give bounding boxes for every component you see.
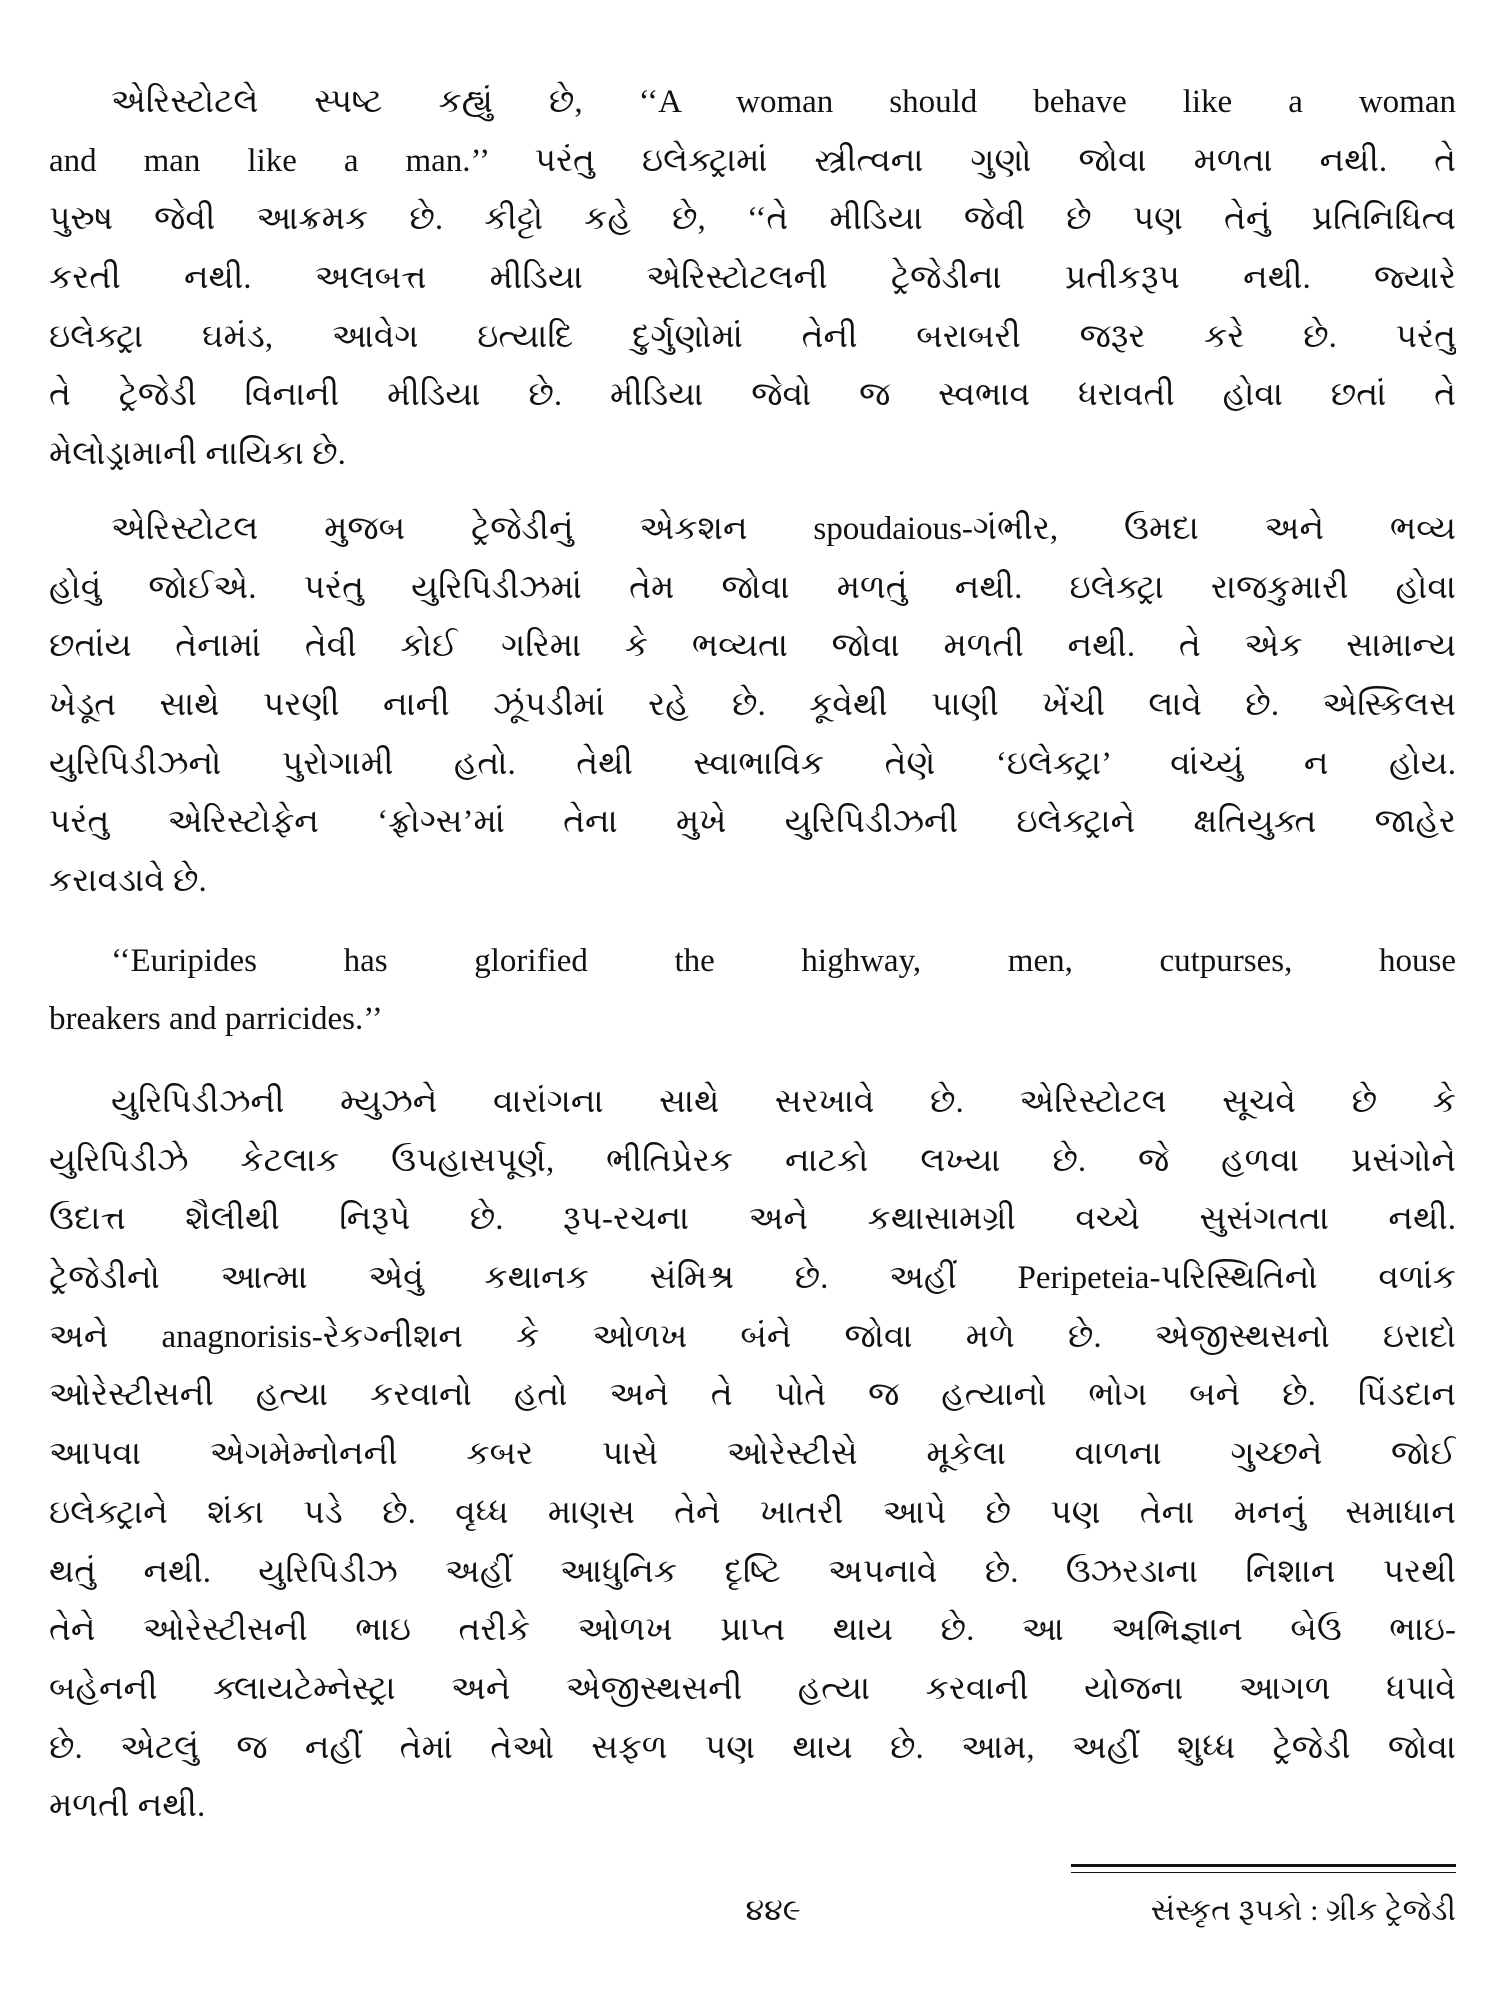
text-line: કરાવડાવે છે. <box>49 862 207 899</box>
text-line: ટ્રેજેડીનો આત્મા એવું કથાનક સંમિશ્ર છે. અહીં Peripeteia-પરિસ્થિતિનો વળાંક <box>49 1260 1456 1297</box>
footer-rule <box>1071 1864 1456 1873</box>
text-line: અને anagnorisis-રેકગ્નીશન કે ઓળખ બંને જોવા મળે છે. એજીસ્થસનો ઇરાદો <box>49 1318 1456 1355</box>
text-line: યુરિપિડીઝે કેટલાક ઉપહાસપૂર્ણ, ભીતિપ્રેરક નાટકો લખ્યા છે. જે હળવા પ્રસંગોને <box>49 1142 1456 1179</box>
page-number: ૪૪૯ <box>745 1894 801 1927</box>
text-line: એરિસ્ટોટલ મુજબ ટ્રેજેડીનું એકશન spoudaious-ગંભીર, ઉમદા અને ભવ્ય <box>111 510 1456 547</box>
text-line: હોવું જોઈએ. પરંતુ યુરિપિડીઝમાં તેમ જોવા મળતું નથી. ઇલેક્ટ્રા રાજકુમારી હોવા <box>49 569 1456 606</box>
text-line: આપવા એગમેમ્નોનની કબર પાસે ઓરેસ્ટીસે મૂકેલા વાળના ગુચ્છને જોઈ <box>49 1436 1456 1473</box>
text-line: breakers and parricides.’’ <box>49 1001 383 1038</box>
text-line: ‘‘Euripides has glorified the highway, men, cutpurses, house <box>111 942 1456 979</box>
text-line: ખેડૂત સાથે પરણી નાની ઝૂંપડીમાં રહે છે. કૂવેથી પાણી ખેંચી લાવે છે. એસ્કિલસ <box>49 686 1456 723</box>
running-title: સંસ્કૃત રૂપકો : ગ્રીક ટ્રેજેડી <box>1150 1894 1456 1927</box>
text-line: ઇલેક્ટ્રાને શંકા પડે છે. વૃધ્ધ માણસ તેને ખાતરી આપે છે પણ તેના મનનું સમાધાન <box>49 1494 1456 1531</box>
text-line: તેને ઓરેસ્ટીસની ભાઇ તરીકે ઓળખ પ્રાપ્ત થાય છે. આ અભિજ્ઞાન બેઉ ભાઇ- <box>49 1612 1456 1649</box>
text-line: તે ટ્રેજેડી વિનાની મીડિયા છે. મીડિયા જેવો જ સ્વભાવ ધરાવતી હોવા છતાં તે <box>49 377 1456 414</box>
text-line: એરિસ્ટોટલે સ્પષ્ટ કહ્યું છે, ‘‘A woman should behave like a woman <box>111 84 1456 120</box>
text-line: પરંતુ એરિસ્ટોફેન ‘ફ્રોગ્સ’માં તેના મુખે યુરિપિડીઝની ઇલેક્ટ્રાને ક્ષતિયુક્ત જાહેર <box>49 804 1456 841</box>
text-line: યુરિપિડીઝનો પુરોગામી હતો. તેથી સ્વાભાવિક તેણે ‘ઇલેક્ટ્રા’ વાંચ્યું ન હોય. <box>49 745 1456 782</box>
paragraph <box>49 500 1456 911</box>
body-text <box>49 73 1456 1836</box>
block-quote <box>49 932 1456 1049</box>
paragraph <box>49 1073 1456 1836</box>
paragraph <box>49 73 1456 484</box>
text-line: થતું નથી. યુરિપિડીઝ અહીં આધુનિક દૃષ્ટિ અપનાવે છે. ઉઝરડાના નિશાન પરથી <box>49 1553 1456 1590</box>
text-line: મેલોડ્રામાની નાયિકા છે. <box>49 436 346 473</box>
text-line: and man like a man.’’ પરંતુ ઇલેક્ટ્રામાં સ્ત્રીત્વના ગુણો જોવા મળતા નથી. તે <box>49 142 1456 179</box>
text-line: પુરુષ જેવી આક્રમક છે. કીટ્ટો કહે છે, ‘‘તે મીડિયા જેવી છે પણ તેનું પ્રતિનિધિત્વ <box>49 201 1456 238</box>
text-line: ઉદાત્ત શૈલીથી નિરૂપે છે. રૂપ-રચના અને કથાસામગ્રી વચ્ચે સુસંગતતા નથી. <box>49 1201 1456 1238</box>
text-line: યુરિપિડીઝની મ્યુઝને વારાંગના સાથે સરખાવે છે. એરિસ્ટોટલ સૂચવે છે કે <box>111 1084 1456 1120</box>
text-line: ઓરેસ્ટીસની હત્યા કરવાનો હતો અને તે પોતે જ હત્યાનો ભોગ બને છે. પિંડદાન <box>49 1377 1456 1414</box>
text-line: ઇલેક્ટ્રા ઘમંડ, આવેગ ઇત્યાદિ દુર્ગુણોમાં તેની બરાબરી જરૂર કરે છે. પરંતુ <box>49 318 1456 355</box>
text-line: છે. એટલું જ નહીં તેમાં તેઓ સફળ પણ થાય છે. આમ, અહીં શુધ્ધ ટ્રેજેડી જોવા <box>49 1729 1456 1766</box>
text-line: બહેનની ક્લાયટેમ્નેસ્ટ્રા અને એજીસ્થસની હત્યા કરવાની યોજના આગળ ધપાવે <box>49 1670 1456 1707</box>
text-line: મળતી નથી. <box>49 1788 206 1825</box>
text-line: કરતી નથી. અલબત્ત મીડિયા એરિસ્ટોટલની ટ્રેજેડીના પ્રતીકરૂપ નથી. જ્યારે <box>49 260 1456 297</box>
text-line: છતાંય તેનામાં તેવી કોઈ ગરિમા કે ભવ્યતા જોવા મળતી નથી. તે એક સામાન્ય <box>49 628 1456 665</box>
